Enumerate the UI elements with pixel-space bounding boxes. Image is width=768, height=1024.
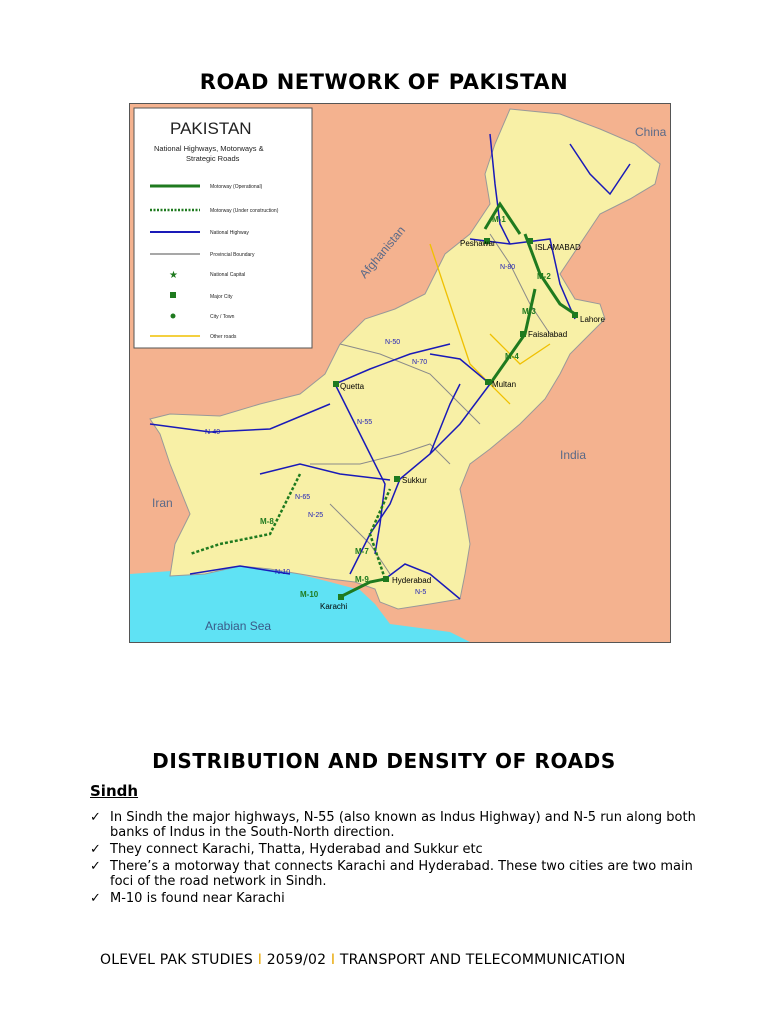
check-icon: ✓ [90,810,101,825]
svg-text:Quetta: Quetta [340,382,365,391]
svg-text:Faisalabad: Faisalabad [528,330,568,339]
svg-text:M-7: M-7 [355,547,369,556]
svg-text:M-1: M-1 [492,215,506,224]
svg-text:M-3: M-3 [522,307,536,316]
svg-text:N-80: N-80 [500,264,516,271]
svg-text:Hyderabad: Hyderabad [392,576,432,585]
svg-text:M-9: M-9 [355,575,369,584]
bullet-list [90,810,700,908]
svg-text:National Capital: National Capital [210,272,246,278]
page-footer: OLEVEL PAK STUDIES I 2059/02 I TRANSPORT AND TELECOMMUNICATION [100,952,626,968]
pakistan-road-map [129,103,671,643]
svg-text:N-5: N-5 [415,589,427,596]
check-icon: ✓ [90,859,101,874]
svg-text:M-10: M-10 [300,590,319,599]
svg-text:N-55: N-55 [357,419,373,426]
legend-heading: PAKISTAN [170,119,252,138]
svg-text:N-25: N-25 [308,512,324,519]
svg-text:N-70: N-70 [412,359,428,366]
svg-text:Sukkur: Sukkur [402,476,427,485]
label-china: China [635,125,667,139]
svg-text:Karachi: Karachi [320,602,348,611]
svg-text:Lahore: Lahore [580,315,605,324]
sub-title-sindh: Sindh [90,782,139,800]
list-item: ✓ There’s a motorway that connects Karachi and Hyderabad. These two cities are two main foci of the road network in Sindh. [90,859,693,889]
map-legend [134,108,312,348]
list-item: ✓ In Sindh the major highways, N-55 (also known as Indus Highway) and N-5 run along both banks of Indus in the South-North direction. [90,810,696,840]
list-item: ✓ They connect Karachi, Thatta, Hyderabad and Sukkur etc [90,842,483,857]
section-title: DISTRIBUTION AND DENSITY OF ROADS [152,749,616,773]
svg-text:National Highways, Motorways &: National Highways, Motorways & [154,144,264,153]
svg-text:Strategic Roads: Strategic Roads [186,154,240,163]
svg-text:N-10: N-10 [275,569,291,576]
label-arabian-sea: Arabian Sea [205,619,272,633]
svg-text:N-40: N-40 [205,429,221,436]
label-iran: Iran [152,496,173,510]
label-india: India [560,448,587,462]
check-icon: ✓ [90,842,101,857]
svg-text:N-50: N-50 [385,339,401,346]
svg-text:ISLAMABAD: ISLAMABAD [535,243,581,252]
label-afghanistan: Afghanistan [356,223,409,281]
list-item: ✓ M-10 is found near Karachi [90,891,285,906]
svg-text:Motorway (Operational): Motorway (Operational) [210,184,263,190]
svg-text:Major City: Major City [210,294,233,300]
svg-text:M-8: M-8 [260,517,274,526]
svg-text:M-4: M-4 [505,352,519,361]
svg-text:Peshawar: Peshawar [460,239,496,248]
check-icon: ✓ [90,891,101,906]
page-title: ROAD NETWORK OF PAKISTAN [199,70,569,94]
svg-text:City / Town: City / Town [210,314,235,320]
svg-text:Motorway (Under construction): Motorway (Under construction) [210,208,279,214]
svg-text:Multan: Multan [492,380,517,389]
svg-text:M-2: M-2 [537,272,551,281]
svg-text:Provincial Boundary: Provincial Boundary [210,252,255,258]
svg-text:National Highway: National Highway [210,230,249,236]
svg-text:★: ★ [169,270,178,281]
svg-text:N-65: N-65 [295,494,311,501]
svg-text:Other roads: Other roads [210,334,237,340]
